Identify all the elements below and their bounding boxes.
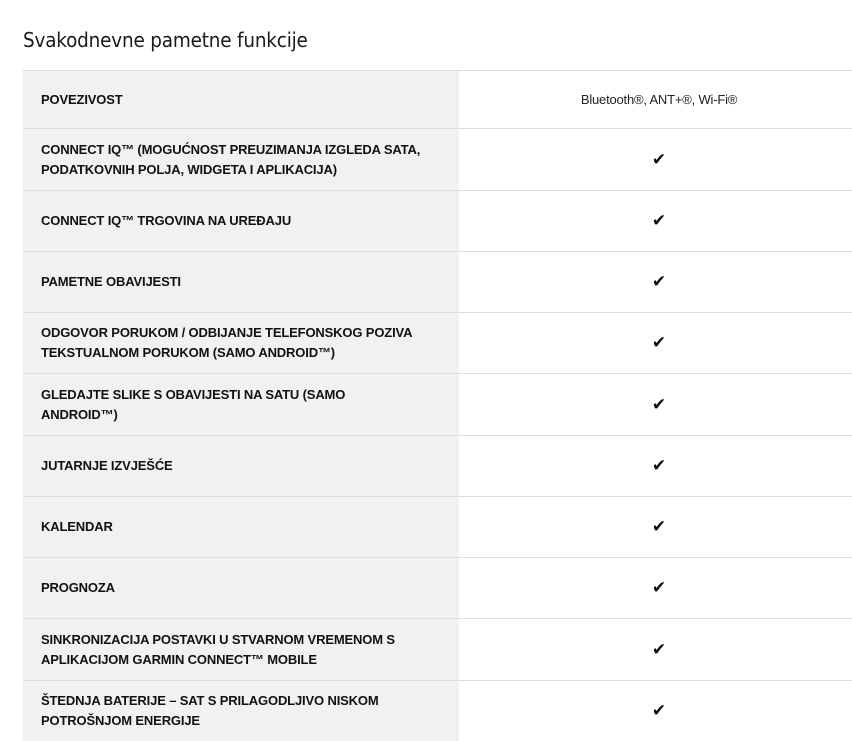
- feature-label: [23, 129, 459, 191]
- feature-label: [23, 619, 459, 681]
- checkmark-icon: ✔: [652, 395, 666, 415]
- checkmark-icon: ✔: [652, 517, 666, 537]
- feature-value: [459, 252, 852, 313]
- feature-value: [459, 374, 852, 436]
- feature-value: [459, 681, 852, 741]
- table-row: [23, 71, 852, 129]
- feature-label: POVEZIVOST: [23, 71, 459, 129]
- feature-value: [459, 71, 852, 129]
- spec-table-body: [23, 71, 852, 741]
- table-row: [23, 313, 852, 374]
- feature-label-line: APLIKACIJOM GARMIN CONNECT™ MOBILE: [41, 650, 441, 670]
- feature-label-line: SINKRONIZACIJA POSTAVKI U STVARNOM VREMENOM S: [41, 630, 441, 650]
- table-row: [23, 558, 852, 619]
- feature-label-line: ANDROID™): [41, 405, 441, 425]
- feature-label: KALENDAR: [23, 497, 459, 558]
- feature-value: [459, 191, 852, 252]
- feature-label-line: PODATKOVNIH POLJA, WIDGETA I APLIKACIJA): [41, 160, 441, 180]
- checkmark-icon: ✔: [652, 578, 666, 598]
- spec-table: [23, 70, 852, 741]
- feature-label: PROGNOZA: [23, 558, 459, 619]
- table-row: [23, 191, 852, 252]
- table-row: [23, 497, 852, 558]
- feature-label-line: TEKSTUALNOM PORUKOM (SAMO ANDROID™): [41, 343, 441, 363]
- feature-label: [23, 374, 459, 436]
- checkmark-icon: ✔: [652, 333, 666, 353]
- feature-value: [459, 129, 852, 191]
- feature-label: [23, 681, 459, 741]
- feature-label: PAMETNE OBAVIJESTI: [23, 252, 459, 313]
- feature-value: [459, 313, 852, 374]
- table-row: [23, 436, 852, 497]
- feature-value: [459, 558, 852, 619]
- table-row: [23, 681, 852, 741]
- checkmark-icon: ✔: [652, 640, 666, 660]
- table-row: [23, 619, 852, 681]
- table-row: [23, 252, 852, 313]
- checkmark-icon: ✔: [652, 272, 666, 292]
- feature-label-line: CONNECT IQ™ (MOGUĆNOST PREUZIMANJA IZGLEDA SATA,: [41, 140, 441, 160]
- feature-label-line: ODGOVOR PORUKOM / ODBIJANJE TELEFONSKOG POZIVA: [41, 323, 441, 343]
- checkmark-icon: ✔: [652, 211, 666, 231]
- feature-label-line: ŠTEDNJA BATERIJE – SAT S PRILAGODLJIVO NISKOM: [41, 691, 441, 711]
- checkmark-icon: ✔: [652, 150, 666, 170]
- feature-label: [23, 313, 459, 374]
- table-row: [23, 129, 852, 191]
- feature-label-line: POTROŠNJOM ENERGIJE: [41, 711, 441, 731]
- feature-label-line: GLEDAJTE SLIKE S OBAVIJESTI NA SATU (SAMO: [41, 385, 441, 405]
- section-title: Svakodnevne pametne funkcije: [23, 26, 308, 54]
- feature-value: [459, 436, 852, 497]
- checkmark-icon: ✔: [652, 456, 666, 476]
- feature-value: [459, 497, 852, 558]
- feature-value: [459, 619, 852, 681]
- feature-label: JUTARNJE IZVJEŠĆE: [23, 436, 459, 497]
- connectivity-value: Bluetooth®, ANT+®, Wi-Fi®: [581, 92, 737, 107]
- table-row: [23, 374, 852, 436]
- checkmark-icon: ✔: [652, 701, 666, 721]
- feature-label: CONNECT IQ™ TRGOVINA NA UREĐAJU: [23, 191, 459, 252]
